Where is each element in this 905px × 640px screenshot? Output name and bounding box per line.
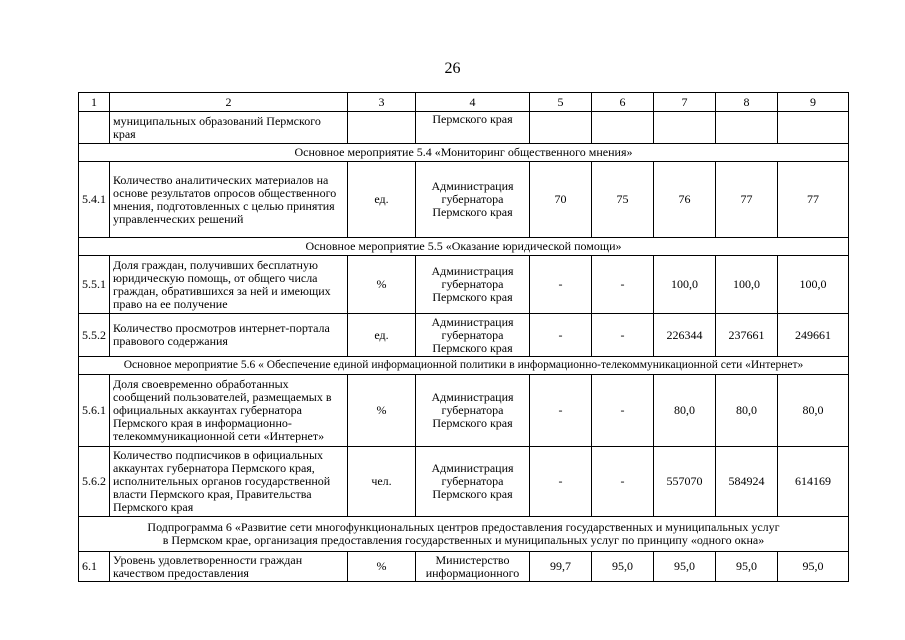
header-cell: 6 <box>592 93 654 112</box>
unit-cell: ед. <box>348 162 416 238</box>
header-cell: 1 <box>79 93 110 112</box>
header-cell: 9 <box>778 93 849 112</box>
value-cell: 80,0 <box>716 375 778 447</box>
executor-cell: Администрация губернатора Пермского края <box>416 256 530 314</box>
header-row <box>79 93 849 112</box>
value-cell: - <box>592 314 654 357</box>
section-title: Основное мероприятие 5.5 «Оказание юридической помощи» <box>79 238 849 256</box>
value-cell: 557070 <box>654 447 716 517</box>
row-number: 5.5.1 <box>79 256 110 314</box>
value-cell: 95,0 <box>592 552 654 582</box>
indicator-name: Доля граждан, получивших бесплатную юридическую помощь, от общего числа граждан, обратившихся за ней и имеющих право на ее получение <box>110 256 348 314</box>
row-number: 5.6.2 <box>79 447 110 517</box>
value-cell: 95,0 <box>654 552 716 582</box>
table-row <box>79 256 849 314</box>
executor-cell: Администрация губернатора Пермского края <box>416 375 530 447</box>
value-cell: 76 <box>654 162 716 238</box>
row-number: 6.1 <box>79 552 110 582</box>
indicator-name: Количество подписчиков в официальных аккаунтах губернатора Пермского края, исполнительных органов государственной власти Пермского края, Правительства Пермского края <box>110 447 348 517</box>
value-cell: - <box>592 256 654 314</box>
header-cell: 8 <box>716 93 778 112</box>
table-row <box>79 112 849 144</box>
indicator-name: Доля своевременно обработанных сообщений пользователей, размещаемых в официальных аккаунтах губернатора Пермского края в информационно-телекоммуникационной сети «Интернет» <box>110 375 348 447</box>
table-row <box>79 447 849 517</box>
value-cell: - <box>530 314 592 357</box>
executor-cell: Министерство информационного <box>416 552 530 582</box>
unit-cell: чел. <box>348 447 416 517</box>
header-cell: 4 <box>416 93 530 112</box>
indicator-name: Количество просмотров интернет-портала правового содержания <box>110 314 348 357</box>
table-row <box>79 552 849 582</box>
value-cell: 80,0 <box>654 375 716 447</box>
row-number: 5.6.1 <box>79 375 110 447</box>
value-cell: 95,0 <box>778 552 849 582</box>
value-cell: - <box>592 447 654 517</box>
header-cell: 3 <box>348 93 416 112</box>
table-row <box>79 314 849 357</box>
section-title: Основное мероприятие 5.4 «Мониторинг общественного мнения» <box>79 144 849 162</box>
unit-cell: % <box>348 552 416 582</box>
section-title: Основное мероприятие 5.6 « Обеспечение единой информационной политики в информационно-телекоммуникационной сети «Интернет» <box>79 357 849 375</box>
subprogram-title-line-2: в Пермском крае, организация предоставления государственных и муниципальных услуг по принципу «одного окна» <box>162 533 765 547</box>
value-cell: 100,0 <box>778 256 849 314</box>
value-cell: 584924 <box>716 447 778 517</box>
executor-cell: Администрация губернатора Пермского края <box>416 447 530 517</box>
value-cell: 237661 <box>716 314 778 357</box>
value-cell: 100,0 <box>716 256 778 314</box>
value-cell: - <box>530 256 592 314</box>
value-cell: 100,0 <box>654 256 716 314</box>
executor-cell: Администрация губернатора Пермского края <box>416 162 530 238</box>
executor-cell: Пермского края <box>416 112 530 144</box>
value-cell: - <box>530 375 592 447</box>
value-cell: 99,7 <box>530 552 592 582</box>
indicator-name: муниципальных образований Пермского края <box>110 112 348 144</box>
value-cell: 614169 <box>778 447 849 517</box>
executor-cell: Администрация губернатора Пермского края <box>416 314 530 357</box>
subprogram-row <box>79 517 849 552</box>
value-cell: - <box>592 375 654 447</box>
subprogram-title-line-1: Подпрограмма 6 «Развитие сети многофункциональных центров предоставления государственных и муниципальных услуг <box>147 520 780 534</box>
value-cell: 77 <box>716 162 778 238</box>
value-cell: 77 <box>778 162 849 238</box>
unit-cell: % <box>348 256 416 314</box>
value-cell: 70 <box>530 162 592 238</box>
section-row <box>79 144 849 162</box>
header-cell: 2 <box>110 93 348 112</box>
unit-cell: ед. <box>348 314 416 357</box>
row-number: 5.4.1 <box>79 162 110 238</box>
page-number: 26 <box>444 60 461 77</box>
indicators-table <box>78 92 849 582</box>
value-cell: - <box>530 447 592 517</box>
value-cell: 249661 <box>778 314 849 357</box>
header-cell: 7 <box>654 93 716 112</box>
section-row <box>79 238 849 256</box>
header-cell: 5 <box>530 93 592 112</box>
subprogram-title <box>79 517 849 552</box>
indicator-name: Уровень удовлетворенности граждан качеством предоставления <box>110 552 348 582</box>
indicator-name: Количество аналитических материалов на основе результатов опросов общественного мнения, подготовленных с целью принятия управленческих решений <box>110 162 348 238</box>
value-cell: 95,0 <box>716 552 778 582</box>
table-row <box>79 375 849 447</box>
row-number: 5.5.2 <box>79 314 110 357</box>
value-cell: 80,0 <box>778 375 849 447</box>
unit-cell: % <box>348 375 416 447</box>
value-cell: 226344 <box>654 314 716 357</box>
value-cell: 75 <box>592 162 654 238</box>
table-row <box>79 162 849 238</box>
section-row <box>79 357 849 375</box>
